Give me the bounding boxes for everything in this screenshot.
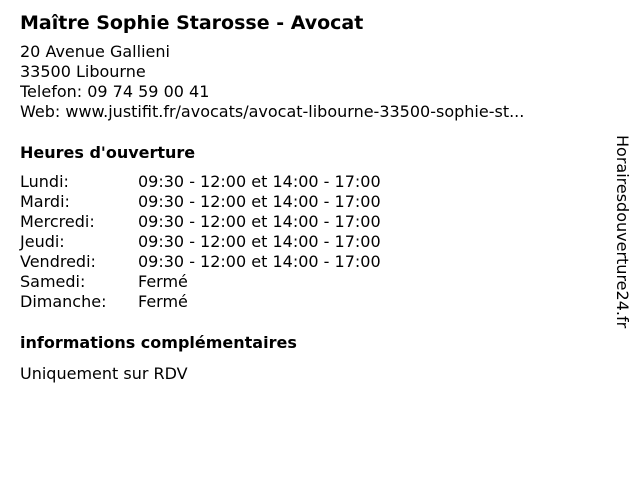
day-hours: 09:30 - 12:00 et 14:00 - 17:00: [138, 232, 381, 251]
hours-row-mercredi: [20, 212, 600, 232]
site-watermark: Horairesdouverture24.fr: [613, 135, 632, 329]
phone-number[interactable]: Telefon: 09 74 59 00 41: [20, 82, 210, 101]
day-label: Mercredi:: [20, 212, 95, 231]
day-hours: 09:30 - 12:00 et 14:00 - 17:00: [138, 252, 381, 271]
address-city: 33500 Libourne: [20, 62, 146, 81]
day-label: Lundi:: [20, 172, 69, 191]
address-street: 20 Avenue Gallieni: [20, 42, 170, 61]
additional-info-text: Uniquement sur RDV: [20, 364, 188, 383]
day-label: Jeudi:: [20, 232, 65, 251]
day-label: Dimanche:: [20, 292, 107, 311]
day-hours: 09:30 - 12:00 et 14:00 - 17:00: [138, 172, 381, 191]
hours-row-dimanche: [20, 292, 600, 312]
business-name: Maître Sophie Starosse - Avocat: [20, 12, 364, 34]
hours-row-jeudi: [20, 232, 600, 252]
day-hours: Fermé: [138, 292, 188, 311]
hours-row-lundi: [20, 172, 600, 192]
day-label: Mardi:: [20, 192, 70, 211]
day-hours: 09:30 - 12:00 et 14:00 - 17:00: [138, 192, 381, 211]
hours-row-vendredi: [20, 252, 600, 272]
business-card: [20, 10, 600, 384]
opening-hours-heading: Heures d'ouverture: [20, 143, 196, 162]
opening-hours-table: [20, 172, 600, 312]
website-link[interactable]: Web: www.justifit.fr/avocats/avocat-libourne-33500-sophie-st...: [20, 102, 525, 121]
day-hours: 09:30 - 12:00 et 14:00 - 17:00: [138, 212, 381, 231]
hours-row-mardi: [20, 192, 600, 212]
hours-row-samedi: [20, 272, 600, 292]
day-label: Vendredi:: [20, 252, 96, 271]
day-hours: Fermé: [138, 272, 188, 291]
day-label: Samedi:: [20, 272, 86, 291]
additional-info-heading: informations complémentaires: [20, 333, 297, 352]
